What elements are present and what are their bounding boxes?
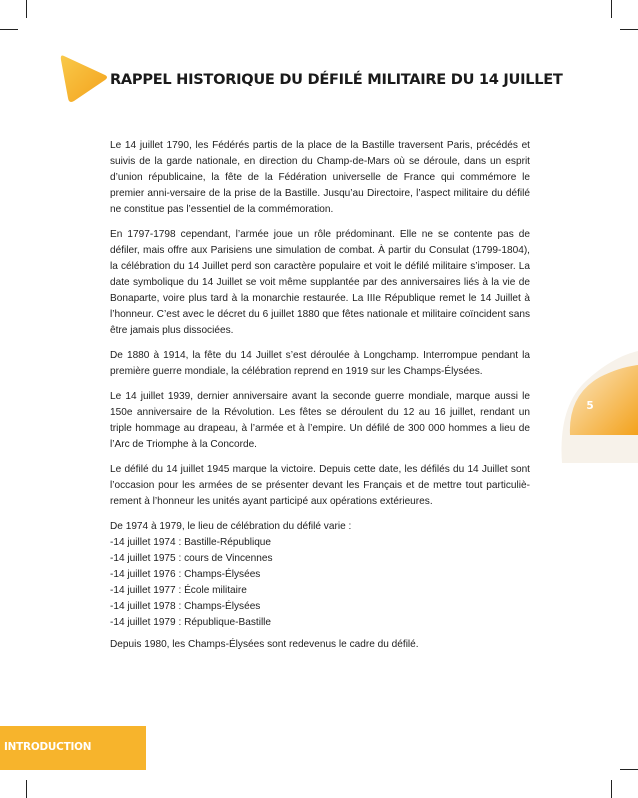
paragraph: Le 14 juillet 1939, dernier anniversaire avant la seconde guerre mondiale, marque aussi le 150e anniversaire de la Révolution. Les fêtes se déroulent du 12 au 16 juillet, rendant un triple hommage au drapeau, à l’armée et à l’empire. Un défilé de 300 000 hommes a lieu de l’Arc de Triomphe à la Concorde. — [110, 391, 530, 450]
paragraph: Le défilé du 14 juillet 1945 marque la victoire. Depuis cette date, les défilés du 14 Juillet sont l’occasion pour les armées de se présenter devant les Français et de mettre tout particuliè-rement à l’honneur les unités ayant participé aux opérations extérieures. — [110, 464, 530, 507]
paragraph: En 1797-1798 cependant, l’armée joue un rôle prédominant. Elle ne se contente pas de défiler, mais offre aux Parisiens une simulation de combat. À partir du Consulat (1799-1804), la célébration du 14 Juillet perd son caractère populaire et voit le défilé militaire s’imposer. La date symbolique du 14 Juillet se voit même supplantée par des anniversaires liés à la vie de Bonaparte, voire plus tard à la monarchie restaurée. La IIIe République remet le 14 Juillet à l’honneur. C’est avec le décret du 6 juillet 1880 que fêtes nationale et militaire coïncident sans être jamais plus dissociées. — [110, 229, 530, 336]
list-item: -14 juillet 1977 : École militaire — [110, 585, 247, 596]
list-intro: De 1974 à 1979, le lieu de célébration du défilé varie : — [110, 521, 352, 532]
paragraph: De 1880 à 1914, la fête du 14 Juillet s’est déroulée à Longchamp. Interrompue pendant la première guerre mondiale, la célébration reprend en 1919 sur les Champs-Élysées. — [110, 350, 530, 377]
crop-mark — [26, 780, 27, 798]
list-item: -14 juillet 1976 : Champs-Élysées — [110, 569, 261, 580]
list-item: -14 juillet 1975 : cours de Vincennes — [110, 553, 273, 564]
crop-mark — [620, 769, 638, 770]
page-number: 5 — [586, 400, 594, 412]
crop-mark — [611, 0, 612, 18]
article-body — [110, 138, 530, 653]
section-tab — [0, 726, 146, 770]
section-label: INTRODUCTION — [4, 741, 92, 753]
paragraph: Le 14 juillet 1790, les Fédérés partis de la place de la Bastille traversent Paris, précédés et suivis de la garde nationale, en direction du Champ-de-Mars où se déroule, dans un esprit d’union républicaine, la fête de la Fédération universelle de France qui commémore le premier anni-versaire de la prise de la Bastille. Jusqu’au Directoire, l’aspect militaire du défilé ne constitue pas l’essentiel de la commémoration. — [110, 140, 530, 215]
crop-mark — [611, 780, 612, 798]
play-triangle-icon — [50, 48, 112, 110]
page-title: RAPPEL HISTORIQUE DU DÉFILÉ MILITAIRE DU 14 JUILLET — [110, 71, 563, 88]
list-item: -14 juillet 1979 : République-Bastille — [110, 617, 272, 628]
crop-mark — [0, 29, 18, 30]
closing-paragraph: Depuis 1980, les Champs-Élysées sont redevenus le cadre du défilé. — [110, 639, 419, 650]
list-item: -14 juillet 1978 : Champs-Élysées — [110, 601, 261, 612]
list-item: -14 juillet 1974 : Bastille-République — [110, 537, 272, 548]
crop-mark — [620, 29, 638, 30]
crop-mark — [26, 0, 27, 18]
